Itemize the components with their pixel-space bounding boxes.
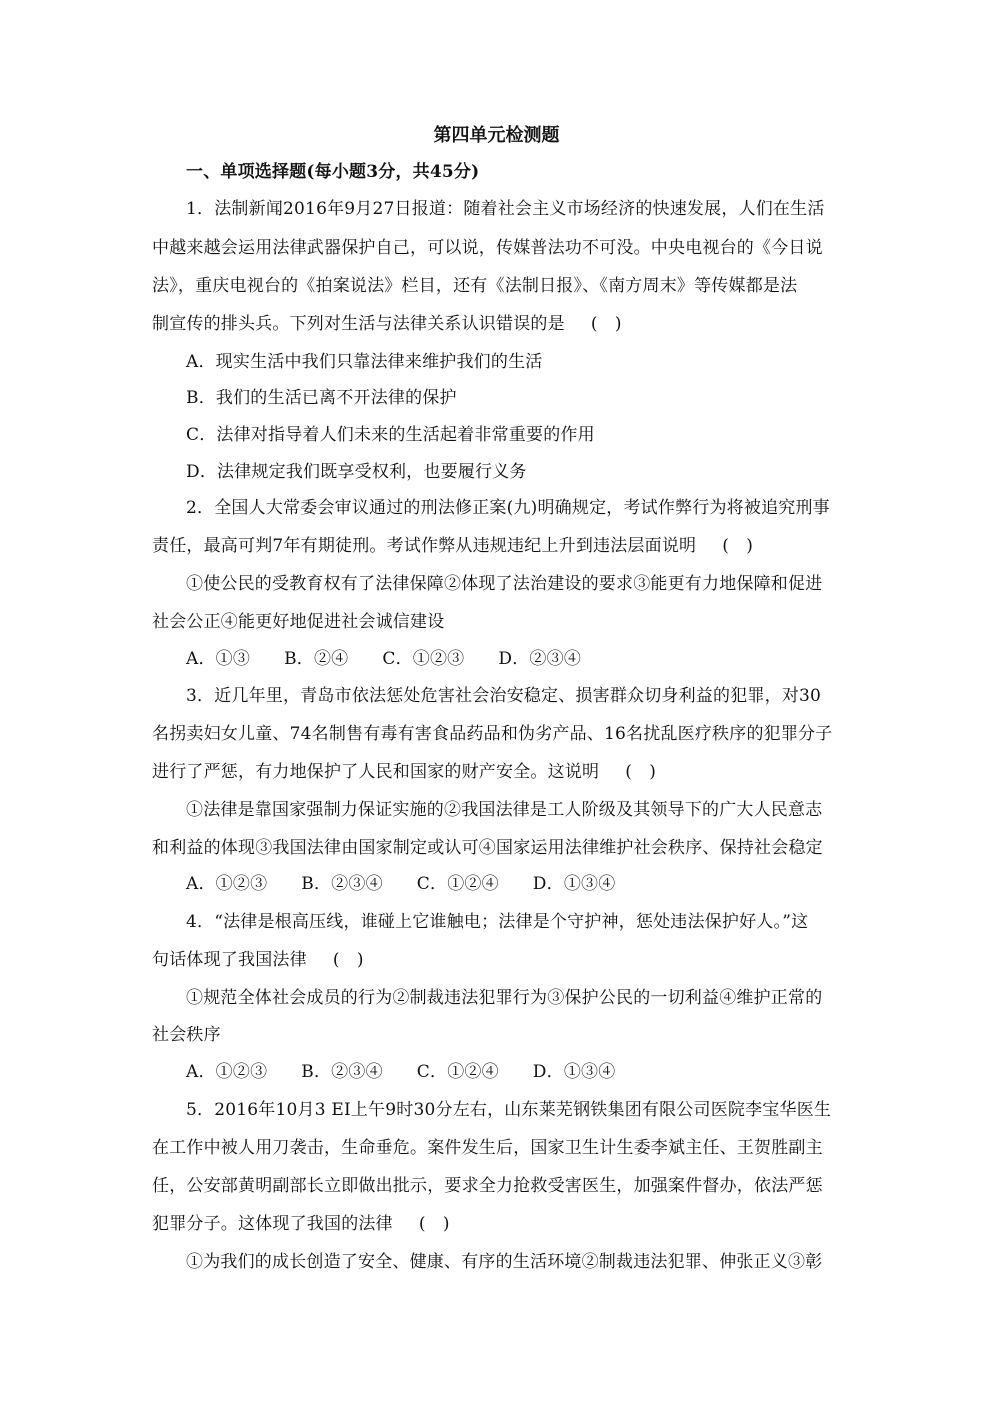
q3-option-c: C．①②④ — [416, 874, 499, 894]
q3-option-b: B．②③④ — [301, 874, 383, 894]
q4-line: 句话体现了我国法律 — [152, 950, 307, 970]
q2-option-d: D．②③④ — [498, 649, 582, 669]
page-title: 第四单元检测题 — [433, 125, 560, 146]
answer-bracket: ( ) — [722, 536, 754, 556]
section-heading: 一、单项选择题(每小题3分，共45分) — [186, 162, 480, 182]
q1-line: 制宣传的排头兵。下列对生活与法律关系认识错误的是 — [152, 314, 565, 334]
q4-stem-end — [152, 948, 852, 972]
q5-statement: ①为我们的成长创造了安全、健康、有序的生活环境②制裁违法犯罪、伸张正义③彰 — [186, 1252, 823, 1272]
q1-option-d: D．法律规定我们既享受权利，也要履行义务 — [186, 462, 527, 482]
q3-stem-end — [152, 760, 852, 784]
q3-statement: 和利益的体现③我国法律由国家制定或认可④国家运用法律维护社会秩序、保持社会稳定 — [152, 838, 823, 858]
q5-stem-end — [152, 1212, 852, 1236]
q2-options — [186, 647, 886, 671]
q3-option-d: D．①③④ — [532, 874, 616, 894]
q3-line: 3．近几年里，青岛市依法惩处危害社会治安稳定、损害群众切身利益的犯罪，对30 — [186, 686, 822, 706]
q3-line: 名拐卖妇女儿童、74名制售有毒有害食品药品和伪劣产品、16名扰乱医疗秩序的犯罪分子 — [152, 724, 833, 744]
q1-line: 1．法制新闻2016年9月27日报道：随着社会主义市场经济的快速发展，人们在生活 — [186, 199, 825, 219]
q4-option-b: B．②③④ — [301, 1062, 383, 1082]
q1-option-b: B．我们的生活已离不开法律的保护 — [186, 388, 457, 408]
q4-line: 4．“法律是根高压线，谁碰上它谁触电；法律是个守护神，惩处违法保护好人。”这 — [186, 912, 809, 932]
answer-bracket: ( ) — [590, 314, 622, 334]
q2-option-a: A．①③ — [186, 649, 251, 669]
q4-option-c: C．①②④ — [416, 1062, 499, 1082]
q2-line: 责任，最高可判7年有期徒刑。考试作弊从违规违纪上升到违法层面说明 — [152, 536, 697, 556]
answer-bracket: ( ) — [332, 950, 364, 970]
q1-option-c: C．法律对指导着人们未来的生活起着非常重要的作用 — [186, 425, 595, 445]
q1-line: 中越来越会运用法律武器保护自己，可以说，传媒普法功不可没。中央电视台的《今日说 — [152, 238, 823, 258]
answer-bracket: ( ) — [625, 762, 657, 782]
q5-line: 任，公安部黄明副部长立即做出批示，要求全力抢救受害医生，加强案件督办，依法严惩 — [152, 1176, 823, 1196]
q2-statement: 社会公正④能更好地促进社会诚信建设 — [152, 612, 445, 632]
q3-options — [186, 872, 886, 896]
q2-option-c: C．①②③ — [382, 649, 465, 669]
q2-option-b: B．②④ — [284, 649, 349, 669]
q2-line: 2．全国人大常委会审议通过的刑法修正案(九)明确规定，考试作弊行为将被追究刑事 — [186, 498, 830, 518]
q4-statement: 社会秩序 — [152, 1025, 221, 1045]
q2-stem-end — [152, 534, 852, 558]
q1-option-a: A．现实生活中我们只靠法律来维护我们的生活 — [186, 352, 543, 372]
q2-statement: ①使公民的受教育权有了法律保障②体现了法治建设的要求③能更有力地保障和促进 — [186, 574, 823, 594]
q4-option-a: A．①②③ — [186, 1062, 268, 1082]
q4-options — [186, 1060, 886, 1084]
q5-line: 在工作中被人用刀袭击，生命垂危。案件发生后，国家卫生计生委李斌主任、王贺胜副主 — [152, 1138, 823, 1158]
answer-bracket: ( ) — [418, 1214, 450, 1234]
q3-line: 进行了严惩，有力地保护了人民和国家的财产安全。这说明 — [152, 762, 600, 782]
q1-stem-end — [152, 312, 852, 336]
q3-option-a: A．①②③ — [186, 874, 268, 894]
q5-line: 5．2016年10月3 EI上午9时30分左右，山东莱芜钢铁集团有限公司医院李宝华医生 — [186, 1100, 832, 1120]
q5-line: 犯罪分子。这体现了我国的法律 — [152, 1214, 393, 1234]
q1-line: 法》，重庆电视台的《拍案说法》栏目，还有《法制日报》、《南方周末》等传媒都是法 — [152, 276, 798, 296]
q4-statement: ①规范全体社会成员的行为②制裁违法犯罪行为③保护公民的一切利益④维护正常的 — [186, 988, 823, 1008]
q3-statement: ①法律是靠国家强制力保证实施的②我国法律是工人阶级及其领导下的广大人民意志 — [186, 800, 823, 820]
q4-option-d: D．①③④ — [532, 1062, 616, 1082]
